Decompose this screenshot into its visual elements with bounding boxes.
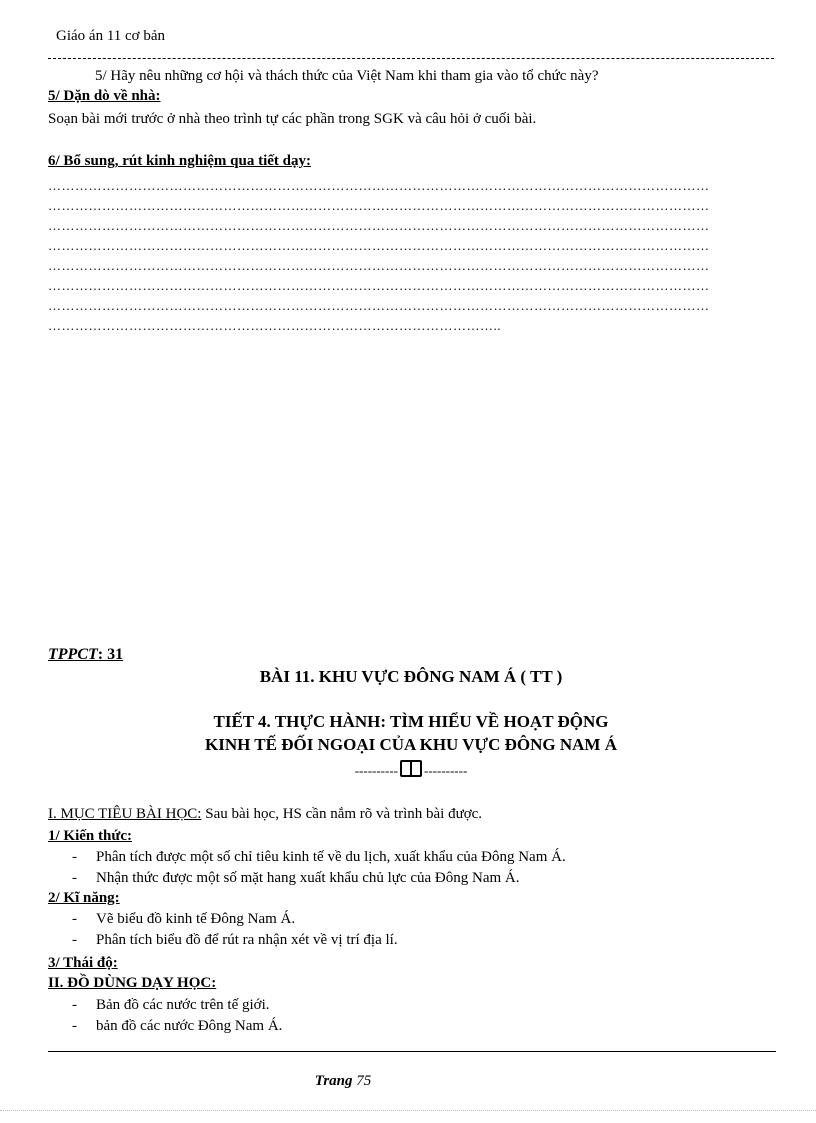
- list-item: - Phân tích được một số chỉ tiêu kinh tế về du lịch, xuất khẩu của Đông Nam Á.: [72, 849, 566, 865]
- dot-line: ………………………………………………………………………………………..: [48, 318, 501, 333]
- homework-heading: 5/ Dặn dò về nhà:: [48, 88, 161, 104]
- dot-line: …………………………………………………………………………………………………………………………………: [48, 238, 710, 253]
- dot-line: …………………………………………………………………………………………………………………………………: [48, 298, 710, 313]
- skills-heading: 2/ Kĩ năng:: [48, 890, 120, 906]
- list-item: - Vẽ biểu đồ kinh tế Đông Nam Á.: [72, 911, 296, 927]
- feedback-heading: 6/ Bổ sung, rút kinh nghiệm qua tiết dạy:: [48, 153, 311, 169]
- list-item: - bản đồ các nước Đông Nam Á.: [72, 1018, 283, 1034]
- tppct-label: TPPCT: [48, 646, 98, 663]
- dot-line: …………………………………………………………………………………………………………………………………: [48, 278, 710, 293]
- page-number: Trang 75: [314, 1073, 372, 1089]
- lesson-subtitle-1: TIẾT 4. THỰC HÀNH: TÌM HIỂU VỀ HOẠT ĐỘNG: [213, 712, 609, 731]
- ornament-dashes-left: ----------: [354, 763, 398, 778]
- footer-divider: [48, 1051, 776, 1052]
- homework-text: Soạn bài mới trước ở nhà theo trình tự các phần trong SGK và câu hỏi ở cuối bài.: [48, 111, 537, 127]
- objectives-heading: I. MỤC TIÊU BÀI HỌC:: [48, 806, 202, 822]
- dot-line: …………………………………………………………………………………………………………………………………: [48, 258, 710, 273]
- ornament-dashes-right: ----------: [424, 763, 468, 778]
- dot-line: …………………………………………………………………………………………………………………………………: [48, 198, 710, 213]
- attitude-heading: 3/ Thái độ:: [48, 955, 118, 971]
- materials-heading: II. ĐỒ DÙNG DẠY HỌC:: [48, 975, 217, 991]
- dot-line: …………………………………………………………………………………………………………………………………: [48, 178, 710, 193]
- list-item: - Bản đồ các nước trên tế giới.: [72, 997, 270, 1013]
- tppct-value: : 31: [97, 646, 124, 663]
- header-divider: [48, 58, 774, 59]
- title-ornament: [48, 760, 774, 779]
- dot-line: …………………………………………………………………………………………………………………………………: [48, 218, 710, 233]
- question-5: 5/ Hãy nêu những cơ hội và thách thức của Việt Nam khi tham gia vào tổ chức này?: [95, 68, 599, 84]
- page-header-title: Giáo án 11 cơ bản: [56, 28, 166, 44]
- list-item: - Nhận thức được một số mặt hang xuất khẩu chủ lực của Đông Nam Á.: [72, 870, 520, 886]
- objectives-intro: Sau bài học, HS cần nắm rõ và trình bài được.: [201, 806, 483, 822]
- list-item: - Phân tích biểu đồ để rút ra nhận xét về vị trí địa lí.: [72, 932, 398, 948]
- objectives-line: [48, 806, 482, 823]
- page-bottom-border: [0, 1110, 816, 1111]
- lesson-title: BÀI 11. KHU VỰC ĐÔNG NAM Á ( TT ): [259, 667, 563, 686]
- book-icon: [400, 760, 422, 777]
- knowledge-heading: 1/ Kiến thức:: [48, 828, 132, 844]
- tppct-line: [48, 646, 123, 664]
- lesson-subtitle-2: KINH TẾ ĐỐI NGOẠI CỦA KHU VỰC ĐÔNG NAM Á: [205, 735, 617, 754]
